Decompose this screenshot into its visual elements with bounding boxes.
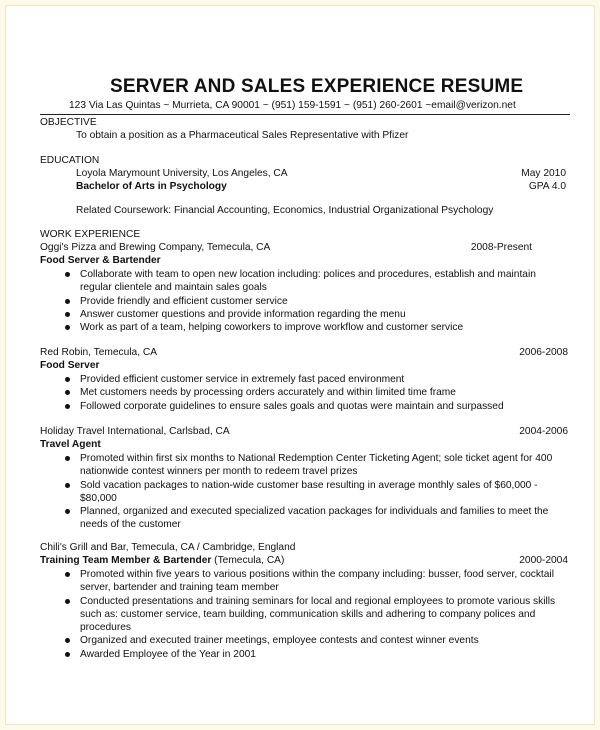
objective-text: To obtain a position as a Pharmaceutical Sales Representative with Pfizer (76, 130, 409, 141)
job-company: Chili's Grill and Bar, Temecula, CA / Cambridge, England (40, 542, 296, 553)
list-item: Met customers needs by processing orders accurately and within limited time frame (80, 386, 566, 399)
bullet-icon (65, 638, 70, 643)
list-item: Answer customer questions and provide information regarding the menu (80, 308, 566, 321)
education-school: Loyola Marymount University, Los Angeles, CA (76, 168, 288, 179)
job-bullets (80, 268, 566, 334)
list-item: Awarded Employee of the Year in 2001 (80, 648, 566, 661)
job-role: Food Server & Bartender (40, 255, 161, 266)
job-company: Oggi's Pizza and Brewing Company, Temecula, CA (40, 242, 271, 253)
job-company: Red Robin, Temecula, CA (40, 347, 158, 358)
job-role: Food Server (40, 360, 100, 371)
list-item: Followed corporate guidelines to ensure sales goals and quotas were maintain and surpassed (80, 400, 566, 413)
list-item: Planned, organized and executed specialized vacation packages for individuals and families to meet the needs of the customer (80, 505, 566, 532)
bullet-icon (65, 404, 70, 409)
education-gpa: GPA 4.0 (528, 181, 566, 192)
list-item: Organized and executed trainer meetings, employee contests and contest winner events (80, 634, 566, 647)
job-company: Holiday Travel International, Carlsbad, CA (40, 426, 230, 437)
education-heading: EDUCATION (40, 155, 100, 166)
list-item: Conducted presentations and training seminars for local and regional employees to promote various skills such as: customer service, team building, communication skills and adhering to company polices and procedures (80, 595, 566, 635)
bullet-icon (65, 572, 70, 577)
job-dates: 2006-2008 (519, 347, 568, 358)
job-dates: 2000-2004 (519, 555, 568, 566)
job-role-line (40, 555, 284, 566)
job-role: Training Team Member & Bartender (40, 555, 212, 566)
job-bullets (80, 373, 566, 413)
resume-page (5, 5, 595, 725)
bullet-icon (65, 299, 70, 304)
job-role-location: (Temecula, CA) (211, 555, 285, 566)
list-item: Sold vacation packages to nation-wide customer base resulting in average monthly sales of $60,000 - $80,000 (80, 479, 566, 506)
bullet-icon (65, 509, 70, 514)
education-date: May 2010 (521, 168, 566, 179)
job-bullets (80, 452, 566, 532)
bullet-icon (65, 652, 70, 657)
objective-heading: OBJECTIVE (40, 117, 97, 128)
bullet-icon (65, 456, 70, 461)
list-item: Provided efficient customer service in extremely fast paced environment (80, 373, 566, 386)
job-role: Travel Agent (40, 439, 101, 450)
job-bullets (80, 568, 566, 661)
job-dates: 2004-2006 (519, 426, 568, 437)
list-item: Work as part of a team, helping coworkers to improve workflow and customer service (80, 321, 566, 334)
bullet-icon (65, 599, 70, 604)
list-item: Promoted within first six months to National Redemption Center Ticketing Agent; sole ticket agent for 400 nationwide contest winners per month to redeem travel prizes (80, 452, 566, 479)
list-item: Promoted within five years to various positions within the company including: busser, food server, cocktail server, bartender and training team member (80, 568, 566, 595)
header-divider (40, 114, 570, 115)
contact-line: 123 Via Las Quintas ~ Murrieta, CA 90001 ~ (951) 159-1591 ~ (951) 260-2601 ~email@verizon.net (69, 100, 516, 111)
job-dates: 2008-Present (470, 242, 532, 253)
bullet-icon (65, 483, 70, 488)
bullet-icon (65, 390, 70, 395)
education-degree: Bachelor of Arts in Psychology (76, 181, 227, 192)
education-coursework: Related Coursework: Financial Accounting, Economics, Industrial Organizational Psychology (76, 205, 494, 216)
work-heading: WORK EXPERIENCE (40, 229, 141, 240)
bullet-icon (65, 312, 70, 317)
bullet-icon (65, 325, 70, 330)
bullet-icon (65, 377, 70, 382)
list-item: Collaborate with team to open new location including: polices and procedures, establish and maintain regular clientele and maintain sales goals (80, 268, 566, 295)
list-item: Provide friendly and efficient customer service (80, 295, 566, 308)
bullet-icon (65, 272, 70, 277)
resume-title: SERVER AND SALES EXPERIENCE RESUME (110, 76, 524, 97)
